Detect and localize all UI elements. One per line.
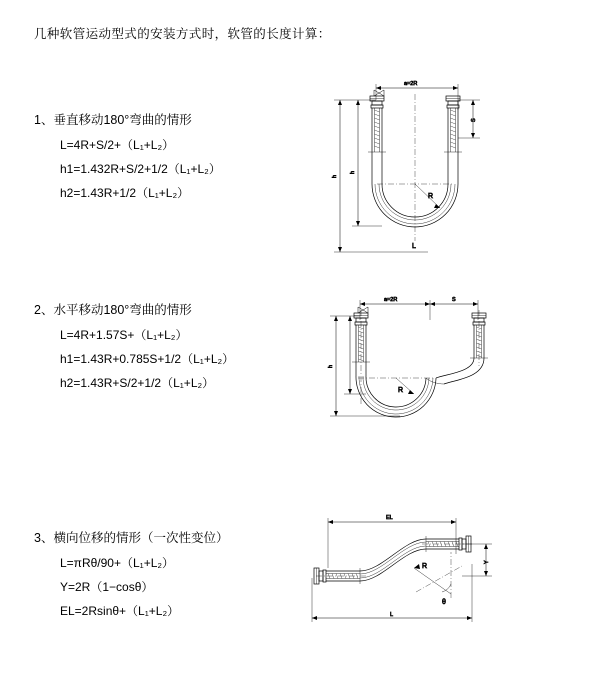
section-1-formula-3: h2=1.43R+1/2（L₁+L₂） bbox=[60, 186, 190, 200]
svg-text:EL: EL bbox=[386, 515, 393, 521]
svg-text:L: L bbox=[412, 243, 416, 250]
section-1-formula-2: h1=1.432R+S/2+1/2（L₁+L₂） bbox=[60, 162, 221, 176]
section-2-formula-1: L=4R+1.57S+（L₁+L₂） bbox=[60, 328, 188, 342]
svg-text:R: R bbox=[398, 387, 404, 394]
section-3-formula-1: L=πRθ/90+（L₁+L₂） bbox=[60, 556, 175, 570]
svg-text:S: S bbox=[471, 118, 477, 122]
horizontal-180-bend-diagram bbox=[318, 286, 503, 446]
section-1-formula-1: L=4R+S/2+（L₁+L₂） bbox=[60, 138, 175, 152]
page-title: 几种软管运动型式的安装方式时，软管的长度计算： bbox=[34, 27, 331, 41]
svg-text:S: S bbox=[452, 297, 456, 303]
lateral-offset-diagram bbox=[296, 506, 506, 631]
section-2 bbox=[34, 300, 234, 398]
svg-text:θ: θ bbox=[442, 599, 446, 606]
section-3 bbox=[34, 528, 228, 626]
section-3-formula-3: EL=2Rsinθ+（L₁+L₂） bbox=[60, 604, 180, 618]
svg-text:h: h bbox=[332, 174, 338, 178]
section-2-heading: 2、水平移动180°弯曲的情形 bbox=[34, 303, 192, 317]
vertical-180-bend-diagram bbox=[318, 66, 498, 266]
section-1 bbox=[34, 110, 221, 208]
svg-text:Y: Y bbox=[484, 560, 490, 564]
section-3-formula-2: Y=2R（1−cosθ） bbox=[60, 580, 154, 594]
section-1-heading: 1、垂直移动180°弯曲的情形 bbox=[34, 113, 192, 127]
section-2-formula-2: h1=1.43R+0.785S+1/2（L₁+L₂） bbox=[60, 352, 235, 366]
svg-text:h: h bbox=[328, 364, 334, 368]
svg-text:R: R bbox=[422, 563, 428, 570]
svg-text:L: L bbox=[390, 612, 394, 618]
svg-text:R: R bbox=[428, 193, 434, 200]
svg-text:a=2R: a=2R bbox=[404, 81, 418, 87]
svg-text:a=2R: a=2R bbox=[384, 297, 398, 303]
section-3-heading: 3、横向位移的情形（一次性变位） bbox=[34, 531, 229, 545]
section-2-formula-3: h2=1.43R+S/2+1/2（L₁+L₂） bbox=[60, 376, 215, 390]
svg-text:h: h bbox=[350, 170, 356, 174]
